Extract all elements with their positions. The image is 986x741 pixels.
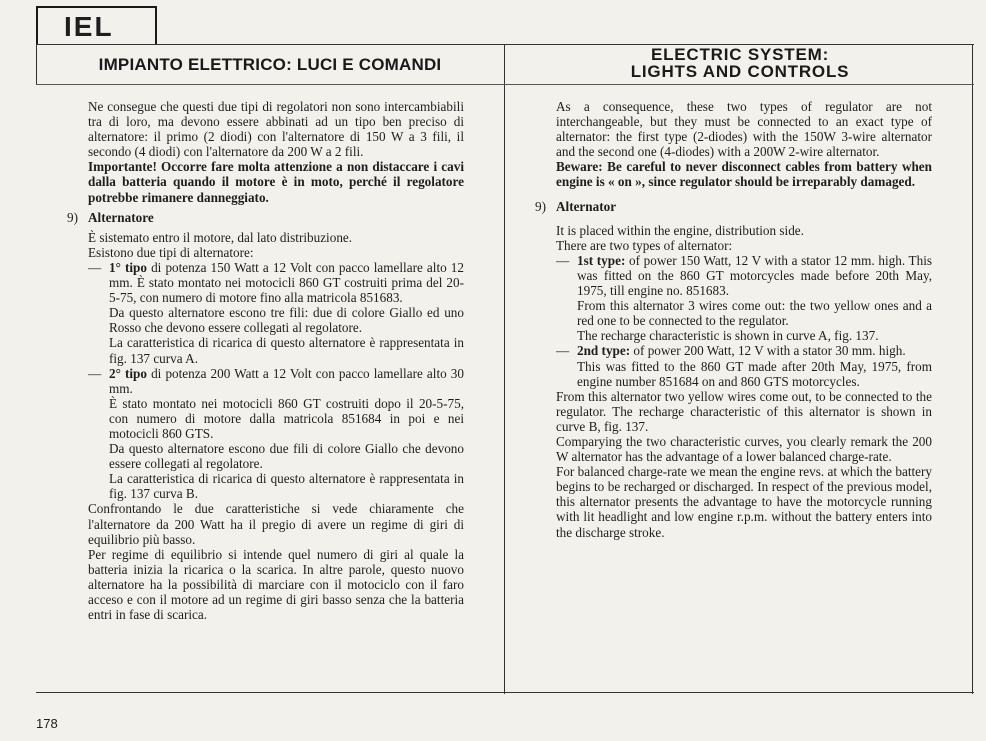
en-type-1 [556,253,932,298]
en-intro-1: It is placed within the engine, distribution side. [556,222,804,238]
italian-heading: IMPIANTO ELETTRICO: LUCI E COMANDI [98,55,442,74]
en-item-number: 9) [535,198,546,214]
english-heading [506,46,974,80]
frame-right-rule [972,44,973,694]
it-compare: Confrontando le due caratteristiche si vede chiaramente che l'alternatore da 200 Watt ha il pregio di avere un regime di giri di equilibrio più basso. [88,501,464,547]
it-paragraph-1: Ne consegue che questi due tipi di regolatori non sono intercambiabili tra di loro, ma devono essere abbinati ad un tipo ben preciso di alternatore: il primo (2 diodi) con l'alternatore di 150 W a 3 fili, il secondo (4 diodi) con l'alternatore da 200 W a 2 fili. [88,99,464,160]
it-type-2-fitting: È stato montato nei motocicli 860 GT costruiti dopo il 20-5-75, con numero di motore dalla matricola 851684 in poi e nei motocicli 860 GTS. [109,395,464,441]
en-type-2-text: of power 200 Watt, 12 V with a stator 30 mm. high. [630,343,906,359]
frame-top-rule [36,44,974,45]
it-type-1-label: 1° tipo [109,259,147,275]
it-definition: Per regime di equilibrio si intende quel numero di giri al quale la batteria inizia la ricarica o la scarica. In altre parole, questo nuovo alternatore ha la possibilità di marciare con il motociclo con il faro acceso e con il motore ad un regime di giri basso senza che la batteria entri in fase di scarica. [88,546,464,623]
header-separator [36,84,974,85]
en-type-1-label: 1st type: [577,252,626,268]
en-compare: Comparying the two characteristic curves, you clearly remark the 200 W alternator has the advantage of a lower balanced charge-rate. [556,433,932,465]
en-intro-2: There are two types of alternator: [556,237,733,253]
en-warning: Beware: Be careful to never disconnect cables from battery when engine is « on », since regulator should be irreparably damaged. [556,159,932,190]
it-type-2-text: di potenza 200 Watt a 12 Volt con pacco lamellare alto 30 mm. [109,365,464,396]
en-after-types: From this alternator two yellow wires come out, to be connected to the regulator. The recharge characteristic of this alternator is shown in curve B, fig. 137. [556,388,932,434]
frame-bottom-rule [36,692,974,693]
italian-column [67,99,464,623]
en-type-1-dash: — [556,252,570,268]
english-column [535,99,932,540]
en-type-2 [556,343,932,358]
it-type-1 [88,260,464,305]
it-intro-1: È sistemato entro il motore, dal lato distribuzione. [88,229,353,245]
section-tab: IEL [36,6,157,44]
en-type-1-curve: The recharge characteristic is shown in curve A, fig. 137. [577,328,879,344]
en-type-1-wires: From this alternator 3 wires come out: the two yellow ones and a red one to be connected to the regulator. [577,298,932,329]
it-intro-2: Esistono due tipi di alternatore: [88,244,254,260]
it-type-1-curve: La caratteristica di ricarica di questo alternatore è rappresentata in fig. 137 curva A. [109,335,464,366]
english-heading-line-2: LIGHTS AND CONTROLS [630,62,850,81]
en-item-title: Alternator [556,198,617,214]
en-definition: For balanced charge-rate we mean the engine revs. at which the battery begins to be recharged or discharged. In respect of the previous model, this alternator presents the advantage to have the motorcycle running with lit headlight and low engine r.p.m. without the battery enters into the discharge stroke. [556,464,932,540]
it-type-2-curve: La caratteristica di ricarica di questo alternatore è rappresentata in fig. 137 curva B. [109,471,464,502]
it-type-2-dash: — [88,365,102,381]
it-type-1-dash: — [88,259,102,275]
it-section-heading [67,210,464,225]
it-item-title: Alternatore [88,209,154,225]
en-type-2-fitting: This was fitted to the 860 GT made after 20th May, 1975, from engine number 851684 on and 860 GTS motorcycles. [577,358,932,389]
english-heading-line-1: ELECTRIC SYSTEM: [650,45,830,64]
it-type-2 [88,366,464,396]
it-warning: Importante! Occorre fare molta attenzione a non distaccare i cavi dalla batteria quando il motore è in moto, perché il regolatore potrebbe rimanere danneggiato. [88,159,464,205]
column-divider [504,44,505,694]
it-type-2-wires: Da questo alternatore escono due fili di colore Giallo che devono essere collegati al regolatore. [109,441,464,472]
it-type-1-text: di potenza 150 Watt a 12 Volt con pacco lamellare alto 12 mm. È stato montato nei motocicli 860 GT costruiti prima del 20-5-75, con numero di motore fino alla matricola 851683. [109,259,464,306]
page-number: 178 [36,716,58,731]
en-type-2-dash: — [556,343,570,359]
en-section-heading [535,199,932,214]
en-paragraph-1: As a consequence, these two types of regulator are not interchangeable, but they must be connected to an exact type of alternator: the first type (2-diodes) with the 150W 3-wire alternator and the second one (4-diodes) with a 200W 2-wire alternator. [556,99,932,160]
en-type-2-label: 2nd type: [577,343,631,359]
en-type-1-text: of power 150 Watt, 12 V with a stator 12 mm. high. This was fitted on the 860 GT motorcycles made before 20th May, 1975, till engine no. 851683. [577,252,932,299]
it-item-number: 9) [67,209,78,225]
it-type-1-wires: Da questo alternatore escono tre fili: due di colore Giallo ed uno Rosso che devono essere collegati al regolatore. [109,305,464,336]
it-type-2-label: 2° tipo [109,365,147,381]
